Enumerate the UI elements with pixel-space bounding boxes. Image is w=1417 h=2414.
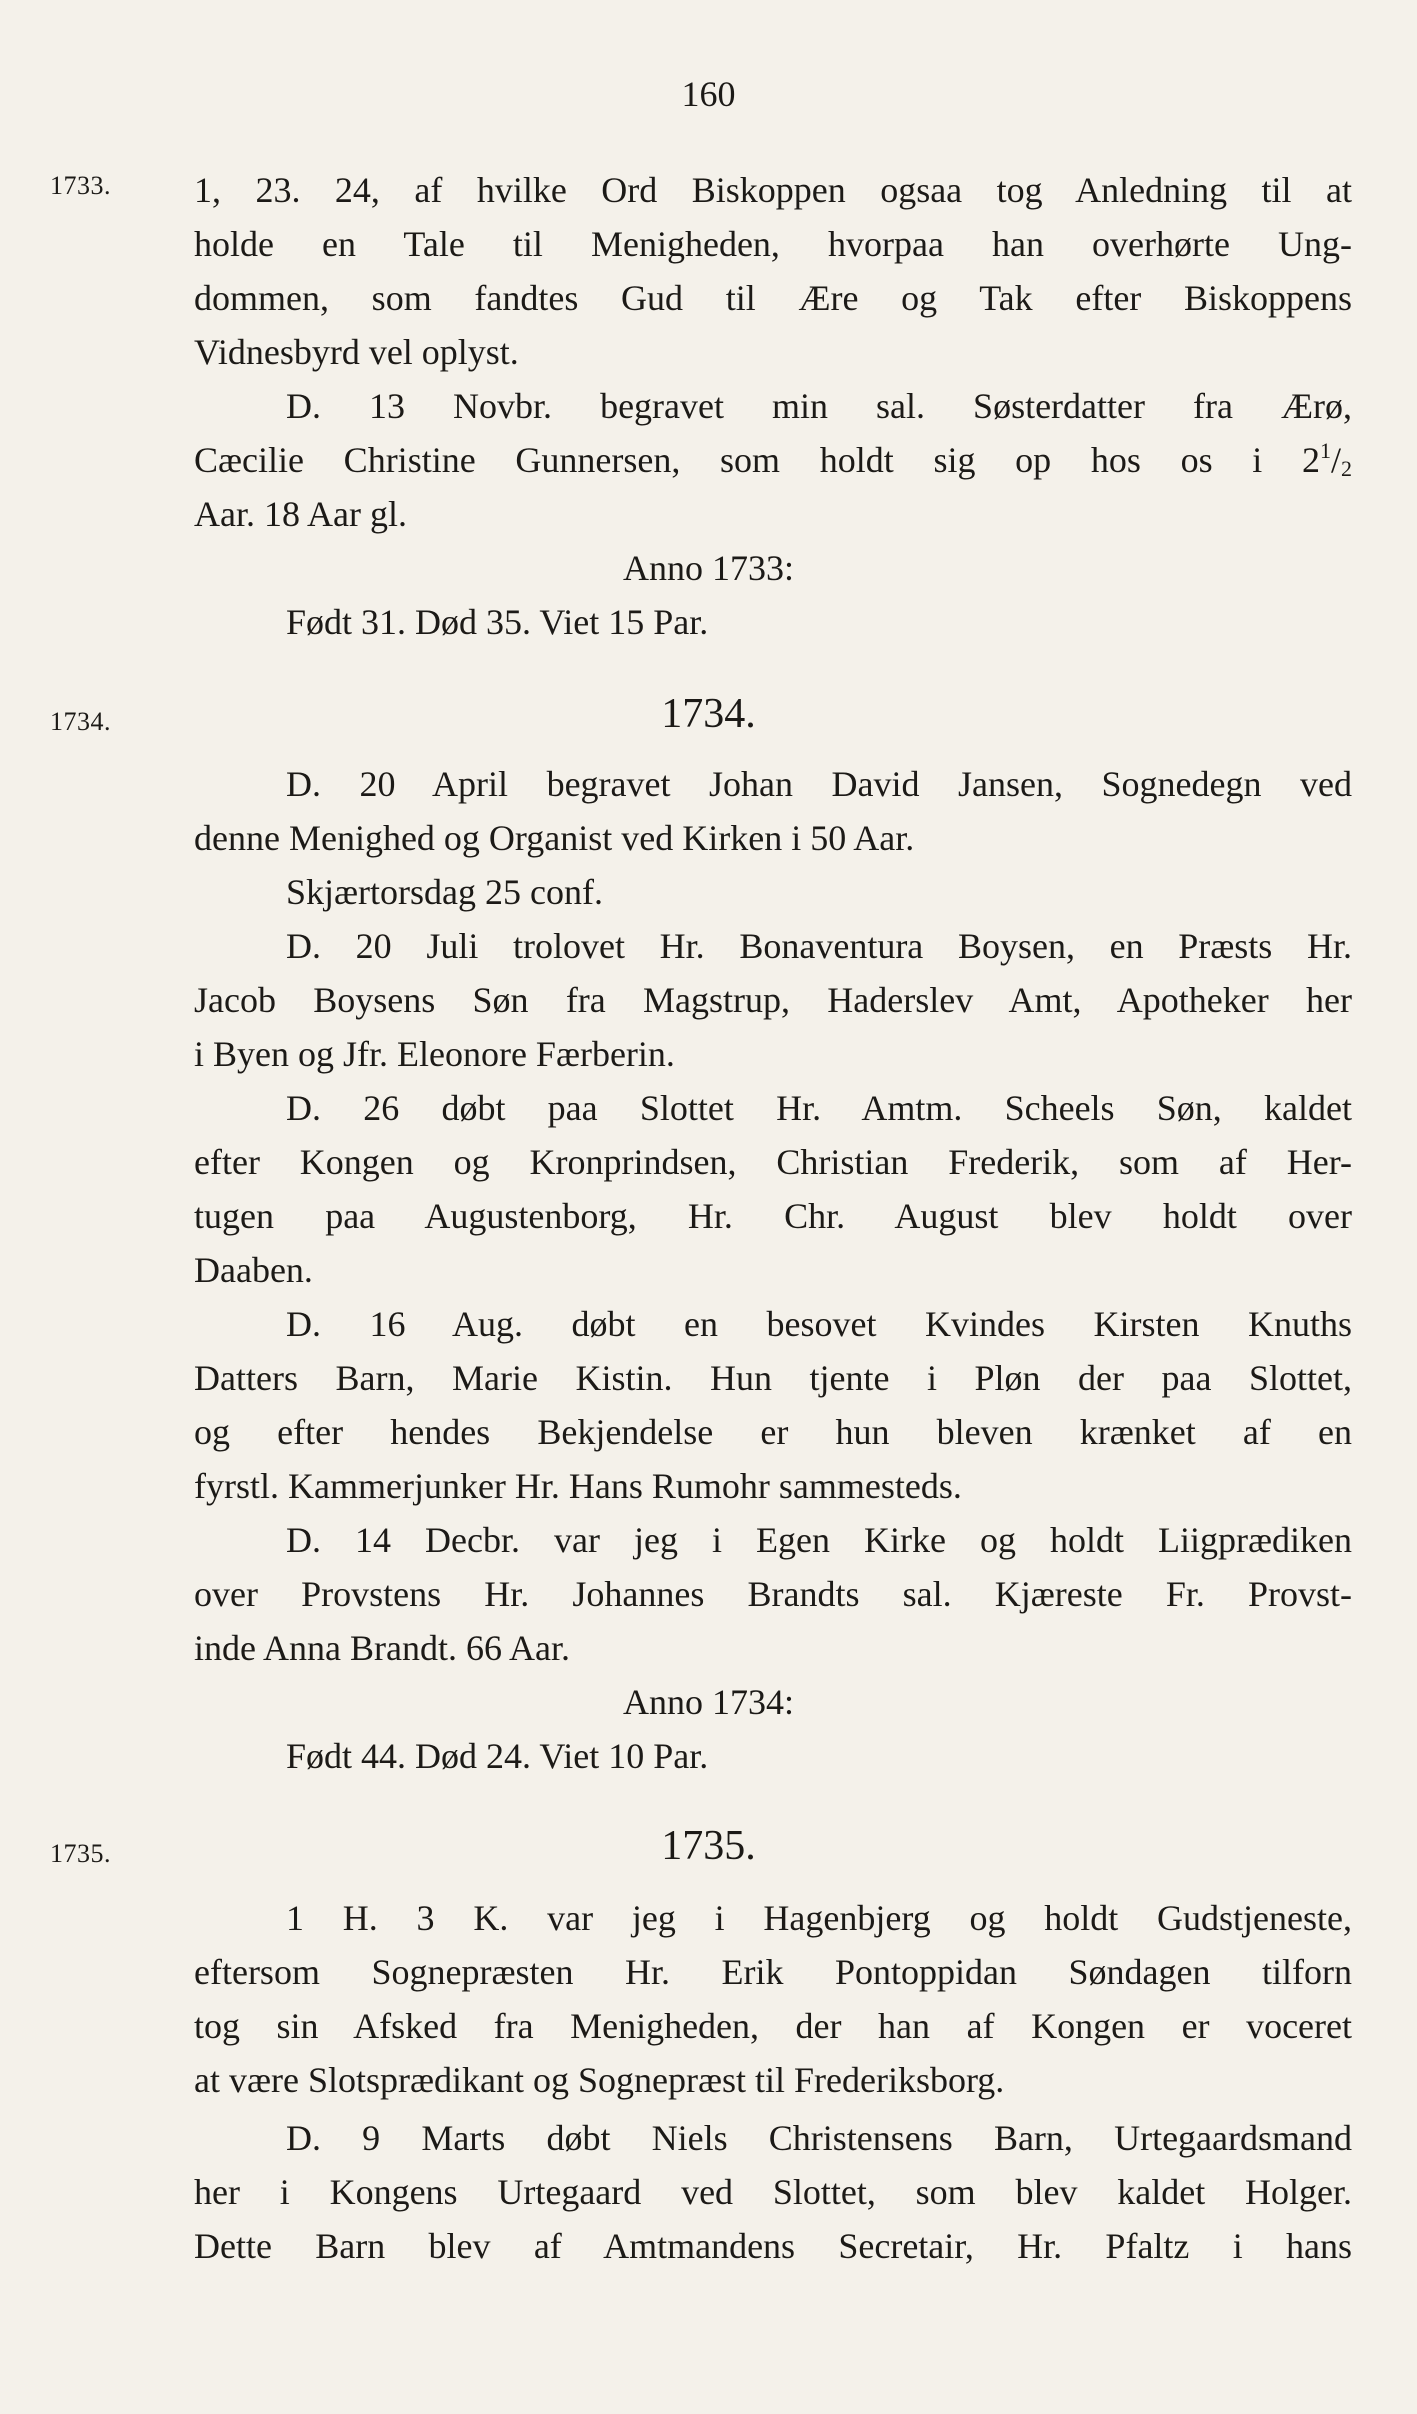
year-summary: Født 44. Død 24. Viet 10 Par. xyxy=(286,1736,709,1776)
text-line: 1, 23. 24, af hvilke Ord Biskoppen ogsaa tog Anledning til at xyxy=(194,170,1352,210)
fraction-numerator: 1 xyxy=(1319,438,1331,463)
text-line: at være Slotsprædikant og Sognepræst til Frederiksborg. xyxy=(194,2060,1005,2100)
text-line: inde Anna Brandt. 66 Aar. xyxy=(194,1628,570,1668)
year-heading-1734: 1734. xyxy=(661,691,756,737)
text-line: efter Kongen og Kronprindsen, Christian Frederik, som af Her- xyxy=(194,1142,1352,1182)
text-line: Aar. 18 Aar gl. xyxy=(194,494,407,534)
text-line: 1 H. 3 K. var jeg i Hagenbjerg og holdt Gudstjeneste, xyxy=(286,1898,1352,1938)
page-number: 160 xyxy=(681,74,736,114)
margin-year-1733: 1733. xyxy=(50,171,111,200)
text-line-main: Cæcilie Christine Gunnersen, som holdt sig op hos os i 2 xyxy=(194,440,1320,480)
text-line: tugen paa Augustenborg, Hr. Chr. August blev holdt over xyxy=(194,1196,1352,1236)
text-line: og efter hendes Bekjendelse er hun bleven krænket af en xyxy=(194,1412,1352,1452)
text-line: eftersom Sognepræsten Hr. Erik Pontoppidan Søndagen tilforn xyxy=(194,1952,1352,1992)
text-line: D. 9 Marts døbt Niels Christensens Barn, Urtegaardsmand xyxy=(286,2118,1352,2158)
text-line: tog sin Afsked fra Menigheden, der han af Kongen er voceret xyxy=(194,2006,1352,2046)
text-line: holde en Tale til Menigheden, hvorpaa han overhørte Ung- xyxy=(194,224,1352,264)
fraction-denominator: 2 xyxy=(1341,456,1352,481)
text-line: Daaben. xyxy=(194,1250,313,1290)
text-line: Dette Barn blev af Amtmandens Secretair, Hr. Pfaltz i hans xyxy=(194,2226,1352,2266)
text-line: Datters Barn, Marie Kistin. Hun tjente i Pløn der paa Slottet, xyxy=(194,1358,1352,1398)
text-line: D. 20 Juli trolovet Hr. Bonaventura Boysen, en Præsts Hr. xyxy=(286,926,1352,966)
text-line: fyrstl. Kammerjunker Hr. Hans Rumohr sammesteds. xyxy=(194,1466,962,1506)
text-line: Vidnesbyrd vel oplyst. xyxy=(194,332,519,372)
year-summary: Født 31. Død 35. Viet 15 Par. xyxy=(286,602,709,642)
year-summary-title: Anno 1733: xyxy=(623,548,794,588)
text-line: D. 16 Aug. døbt en besovet Kvindes Kirsten Knuths xyxy=(286,1304,1352,1344)
text-line: over Provstens Hr. Johannes Brandts sal. Kjæreste Fr. Provst- xyxy=(194,1574,1352,1614)
year-heading-1735: 1735. xyxy=(661,1823,756,1869)
text-line-with-fraction xyxy=(194,436,1352,484)
text-line: Skjærtorsdag 25 conf. xyxy=(286,872,603,912)
text-line: D. 14 Decbr. var jeg i Egen Kirke og holdt Liigprædiken xyxy=(286,1520,1352,1560)
text-line: dommen, som fandtes Gud til Ære og Tak efter Biskoppens xyxy=(194,278,1352,318)
margin-year-1735: 1735. xyxy=(50,1839,111,1868)
fraction-slash: / xyxy=(1330,440,1341,480)
year-summary-title: Anno 1734: xyxy=(623,1682,794,1722)
text-line: her i Kongens Urtegaard ved Slottet, som blev kaldet Holger. xyxy=(194,2172,1352,2212)
text-line: i Byen og Jfr. Eleonore Færberin. xyxy=(194,1034,675,1074)
text-line: denne Menighed og Organist ved Kirken i 50 Aar. xyxy=(194,818,915,858)
text-line: Jacob Boysens Søn fra Magstrup, Haderslev Amt, Apotheker her xyxy=(194,980,1352,1020)
text-line: D. 13 Novbr. begravet min sal. Søsterdatter fra Ærø, xyxy=(286,386,1352,426)
text-line: D. 26 døbt paa Slottet Hr. Amtm. Scheels Søn, kaldet xyxy=(286,1088,1352,1128)
margin-year-1734: 1734. xyxy=(50,707,111,736)
text-line: D. 20 April begravet Johan David Jansen, Sognedegn ved xyxy=(286,764,1352,804)
